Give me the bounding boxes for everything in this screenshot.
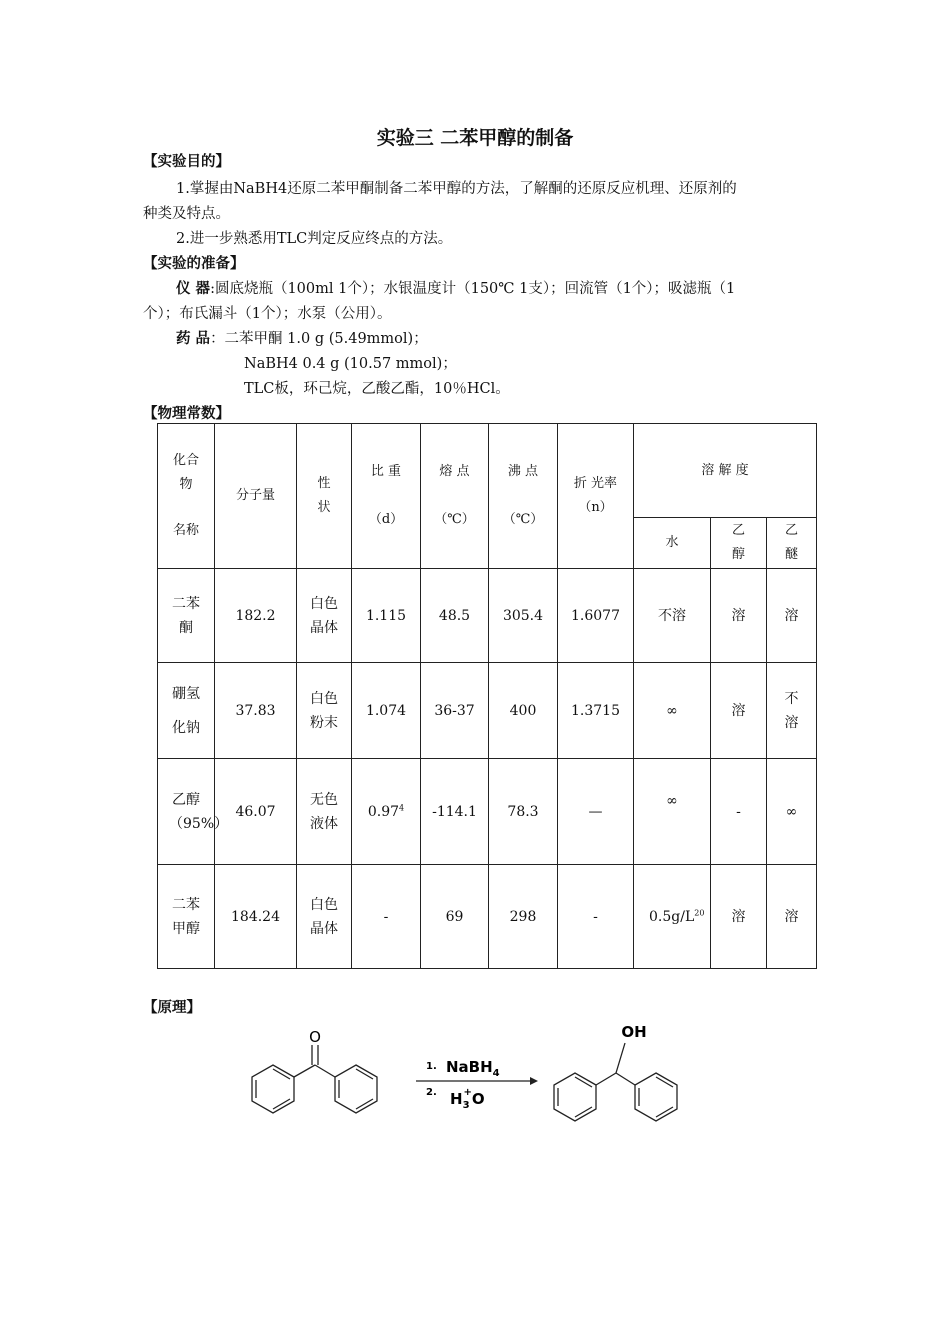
cell-ethanol: 溶	[711, 663, 767, 759]
header-cell-water	[634, 518, 711, 569]
cell-mw: 184.24	[215, 865, 297, 969]
purpose-item-1-line-2: 种类及特点。	[143, 206, 230, 222]
step-1-reagent: NaBH$_4$	[446, 1058, 500, 1079]
cell-ethanol: 溶	[711, 569, 767, 663]
cell-state: 白色晶体	[297, 865, 352, 969]
step-2-reagent: $H_3+O$	[450, 1087, 485, 1111]
reaction-arrowhead	[530, 1077, 538, 1085]
product-left-benzene-ring	[554, 1073, 596, 1121]
header-cell-bp	[489, 424, 558, 569]
section-heading-principle: 【原理】	[143, 1000, 201, 1016]
benzhydrol-structure	[554, 1043, 677, 1121]
cell-ri: 1.3715	[558, 663, 634, 759]
cell-density: 1.074	[352, 663, 421, 759]
purpose-item-1-line-1: 1.掌握由NaBH4还原二苯甲酮制备二苯甲醇的方法，了解酮的还原反应机理、还原剂的	[176, 181, 737, 197]
right-benzene-ring	[335, 1065, 377, 1113]
cell-mw: 46.07	[215, 759, 297, 865]
left-benzene-ring	[252, 1065, 294, 1113]
cell-mw: 182.2	[215, 569, 297, 663]
cell-water: $0.5g/L^{20}$	[634, 865, 711, 969]
cell-name: 硼氢化钠	[158, 663, 215, 759]
cell-name: 乙醇（95%）	[158, 759, 215, 865]
instruments-label: 仪 器	[176, 281, 211, 297]
header-mp-unit: （℃）	[434, 512, 475, 527]
cell-mw: 37.83	[215, 663, 297, 759]
reagents-text: ：二苯甲酮 1.0 g (5.49mmol)；	[210, 331, 428, 347]
step-2-number: 2.	[426, 1087, 437, 1098]
header-ether: 乙醚	[784, 523, 798, 562]
cell-bp: 400	[489, 663, 558, 759]
cell-water: ∞	[634, 759, 711, 865]
header-density: 比 重	[370, 464, 402, 479]
cell-density: -	[352, 865, 421, 969]
cell-water: ∞	[634, 663, 711, 759]
header-name-bottom: 名称	[172, 523, 199, 538]
header-cell-mp	[421, 424, 489, 569]
oxygen-label: O	[309, 1028, 321, 1046]
cell-mp: 69	[421, 865, 489, 969]
cell-water: 不溶	[634, 569, 711, 663]
header-cell-state	[297, 424, 352, 569]
header-cell-ethanol	[711, 518, 767, 569]
header-ethanol: 乙醇	[731, 523, 745, 562]
header-mp: 熔 点	[439, 464, 470, 479]
reagents-label: 药 品	[176, 331, 211, 347]
header-cell-mw	[215, 424, 297, 569]
table-header-row-1	[158, 424, 817, 518]
header-ri: 折 光率	[573, 476, 618, 491]
purpose-item-2: 2.进一步熟悉用TLC判定反应终点的方法。	[176, 231, 453, 247]
cell-ether: 溶	[767, 569, 817, 663]
cell-ether: 溶	[767, 865, 817, 969]
instruments-line-1	[176, 277, 735, 298]
cell-ri: 1.6077	[558, 569, 634, 663]
page-title: 实验三 二苯甲醇的制备	[376, 127, 574, 149]
header-cell-name	[158, 424, 215, 569]
cell-state: 白色粉末	[297, 663, 352, 759]
cell-ri: -	[558, 865, 634, 969]
cell-mp: -114.1	[421, 759, 489, 865]
cell-density: 0.97$^4$	[352, 759, 421, 865]
header-cell-ri	[558, 424, 634, 569]
header-mw: 分子量	[235, 488, 275, 503]
reagents-line-1	[176, 327, 428, 348]
hydroxyl-bond	[616, 1043, 625, 1073]
header-state: 性状	[317, 476, 331, 515]
cell-ethanol: 溶	[711, 865, 767, 969]
cell-bp: 78.3	[489, 759, 558, 865]
header-cell-density	[352, 424, 421, 569]
cell-bp: 305.4	[489, 569, 558, 663]
header-water: 水	[665, 535, 679, 550]
section-heading-constants: 【物理常数】	[143, 406, 230, 422]
header-solubility: 溶 解 度	[701, 462, 749, 478]
header-density-unit: （d）	[368, 512, 404, 527]
cell-ethanol: -	[711, 759, 767, 865]
section-heading-purpose: 【实验目的】	[143, 154, 230, 170]
table-row	[158, 759, 817, 865]
header-name-top: 化合物	[172, 453, 199, 492]
hydroxyl-label: OH	[621, 1023, 647, 1041]
header-bp: 沸 点	[507, 464, 539, 479]
instruments-text: :圆底烧瓶（100ml 1个）；水银温度计（150℃ 1支）；回流管（1个）；吸滤瓶（1	[210, 281, 736, 297]
reagents-line-2: NaBH4 0.4 g (10.57 mmol)；	[244, 356, 457, 372]
benzophenone-structure	[252, 1045, 377, 1113]
table-row	[158, 569, 817, 663]
physical-constants-table	[157, 423, 817, 969]
cell-ri: —	[558, 759, 634, 865]
cell-name: 二苯甲醇	[158, 865, 215, 969]
cell-ether: 不溶	[767, 663, 817, 759]
header-cell-ether	[767, 518, 817, 569]
product-right-benzene-ring	[635, 1073, 677, 1121]
table-row	[158, 865, 817, 969]
cell-state: 无色液体	[297, 759, 352, 865]
cell-bp: 298	[489, 865, 558, 969]
cell-name: 二苯酮	[158, 569, 215, 663]
cell-ether: ∞	[767, 759, 817, 865]
cell-density: 1.115	[352, 569, 421, 663]
cell-state: 白色晶体	[297, 569, 352, 663]
header-cell-solubility	[634, 424, 817, 518]
reagents-line-3: TLC板，环己烷，乙酸乙酯，10％HCl。	[244, 381, 510, 397]
cell-mp: 48.5	[421, 569, 489, 663]
header-bp-unit: （℃）	[502, 512, 544, 527]
instruments-line-2: 个）；布氏漏斗（1个）；水泵（公用）。	[143, 306, 392, 322]
step-1-number: 1.	[426, 1061, 437, 1072]
cell-mp: 36-37	[421, 663, 489, 759]
section-heading-preparation: 【实验的准备】	[143, 256, 245, 272]
table-row	[158, 663, 817, 759]
reaction-scheme	[240, 1015, 720, 1130]
header-ri-unit: （n）	[578, 500, 613, 515]
